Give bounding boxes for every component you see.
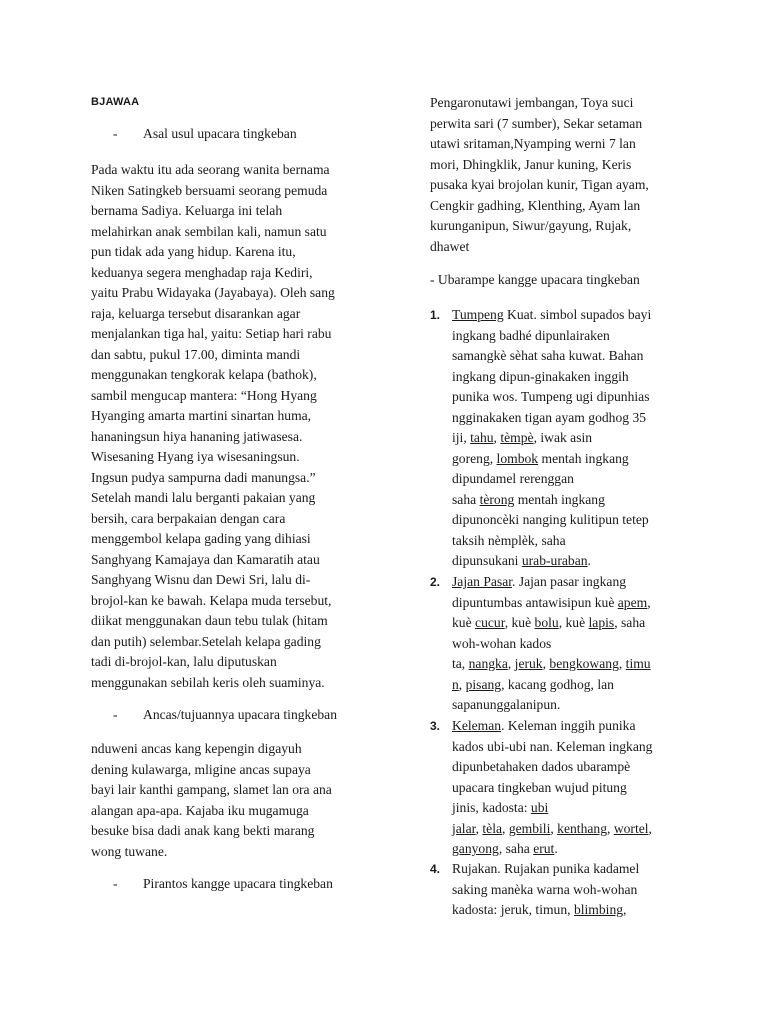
text-line: menggunakan sebilah keris oleh suaminya. (91, 674, 325, 690)
text-line: Setelah mandi lalu berganti pakaian yang (91, 490, 316, 505)
dash-bullet: - (113, 126, 118, 141)
link-tahu[interactable]: tahu (470, 430, 494, 445)
text-line: perwita sari (7 sumber), Sekar setaman (430, 115, 643, 131)
text-line: raja, keluarga tersebut disarankan agar (91, 305, 301, 321)
link-timun[interactable]: timu (625, 656, 651, 671)
text-line: bernama Sadiya. Keluarga ini telah (91, 203, 283, 218)
list-number: 1. (430, 308, 441, 322)
link-kenthang[interactable]: kenthang (557, 820, 608, 836)
link-urab-uraban[interactable]: urab-uraban (521, 553, 588, 568)
text-line: dening kulawarga, mligine ancas supaya (91, 761, 311, 777)
text-line: mori, Dhingklik, Janur kuning, Keris (430, 156, 632, 172)
text-line: pun tidak ada yang hidup. Karena itu, (91, 244, 296, 259)
text-line: Wisesaning Hyang iya wisesaningsun. (91, 449, 300, 464)
heading-ubarampe: - Ubarampe kangge upacara tingkeban (430, 272, 640, 287)
heading-asal-usul: - Asal usul upacara tingkeban (91, 124, 297, 145)
text-line: Pada waktu itu ada seorang wanita bernama (91, 162, 330, 177)
text-line: menjalankan tiga hal, yaitu: Setiap hari rabu (91, 326, 332, 341)
link-keleman[interactable]: Keleman (452, 718, 502, 733)
list-number: 4. (430, 862, 441, 876)
text-line: utawi sritaman,Nyamping werni 7 lan (430, 136, 636, 151)
link-terong[interactable]: tèrong (479, 491, 515, 507)
link-nangka[interactable]: nangka (468, 656, 508, 671)
text-line: dhawet (430, 238, 470, 254)
link-cucur[interactable]: cucur (475, 615, 505, 630)
link-wortel[interactable]: wortel (613, 820, 649, 836)
text-line: Niken Satingkeb bersuami seorang pemuda (91, 182, 328, 198)
paragraph-asal-usul (91, 160, 369, 693)
list-number: 2. (430, 575, 441, 589)
heading-ancas: - Ancas/tujuannya upacara tingkeban (91, 705, 337, 726)
dash-bullet: - (113, 707, 118, 722)
link-timun-cont[interactable]: n (452, 676, 459, 692)
text-line: diikat menggunakan daun tebu tulak (hitam (91, 613, 328, 628)
link-jajan-pasar[interactable]: Jajan Pasar (452, 574, 513, 589)
text-line: hananingsun hiya hananing jatiwasesa. (91, 428, 303, 444)
link-ganyong[interactable]: ganyong (452, 841, 499, 856)
link-pisang[interactable]: pisang (465, 676, 502, 692)
document-title: BJAWAA (91, 96, 140, 108)
text-line: wong tuwane. (91, 843, 168, 859)
paragraph-pirantos-list (430, 93, 690, 257)
link-lombok[interactable]: lombok (496, 450, 539, 466)
link-lapis[interactable]: lapis (588, 615, 615, 630)
link-erut[interactable]: erut (533, 841, 555, 856)
text-line: yaitu Prabu Widayaka (Jayabaya). Oleh sang (91, 285, 335, 300)
text-line: Sanghyang Kamajaya dan Kamaratih atau (91, 551, 320, 567)
text-line: bersih, cara berpakaian dengan cara (91, 510, 286, 526)
text-line: Hyanging amarta martini sinartan huma, (91, 408, 312, 423)
text-line: Ingsun pudya sampurna dadi manungsa.” (91, 469, 316, 485)
text-line: besuke bisa dadi anak kang bekti marang (91, 823, 315, 838)
text-line: melahirkan anak sembilan kali, namun satu (91, 223, 327, 239)
text-line: keduanya segera menghadap raja Kediri, (91, 264, 313, 280)
link-tela[interactable]: tèla (482, 820, 503, 836)
link-blimbing[interactable]: blimbing (573, 902, 624, 917)
text-line: tadi di-brojol-kan, lalu diputuskan (91, 654, 277, 669)
link-jeruk[interactable]: jeruk (514, 656, 543, 671)
text-line: menggembol kelapa gading yang dihiasi (91, 531, 311, 546)
text-line: bayi lair kanthi gampang, slamet lan ora ana (91, 782, 332, 797)
link-tempe[interactable]: tèmpè (500, 430, 534, 445)
heading-pirantos: - Pirantos kangge upacara tingkeban (91, 874, 333, 895)
text-line: dan sabtu, pukul 17.00, diminta mandi (91, 346, 301, 362)
text-line: alangan apa-apa. Kajaba iku mugamuga (91, 802, 309, 818)
link-bengkowang[interactable]: bengkowang (549, 656, 619, 671)
link-bolu[interactable]: bolu (534, 615, 559, 630)
link-apem[interactable]: apem (617, 594, 648, 610)
text-line: pusaka kyai brojolan kunir, Tigan ayam, (430, 177, 649, 192)
text-line: brojol-kan ke bawah. Kelapa muda tersebut, (91, 592, 332, 608)
text-line: nduweni ancas kang kepengin digayuh (91, 741, 302, 756)
dash-bullet: - (113, 876, 118, 891)
link-tumpeng[interactable]: Tumpeng (452, 307, 504, 322)
list-number: 3. (430, 719, 441, 733)
text-line: sambil mengucap mantera: “Hong Hyang (91, 387, 317, 403)
text-line: kurunganipun, Siwur/gayung, Rujak, (430, 218, 632, 233)
link-gembili[interactable]: gembili (508, 820, 551, 836)
text-line: menggunakan tengkorak kelapa (bathok), (91, 367, 317, 382)
text-line: Cengkir gadhing, Klenthing, Ayam lan (430, 197, 641, 213)
text-line: Pengaronutawi jembangan, Toya suci (430, 95, 634, 110)
text-line: Sanghyang Wisnu dan Dewi Sri, lalu di- (91, 572, 311, 587)
link-ubi-jalar[interactable]: ubi (530, 800, 549, 815)
link-jalar[interactable]: jalar (452, 820, 476, 836)
paragraph-ancas (91, 739, 369, 862)
text-line: dan putih) selembar.Setelah kelapa gading (91, 633, 321, 649)
